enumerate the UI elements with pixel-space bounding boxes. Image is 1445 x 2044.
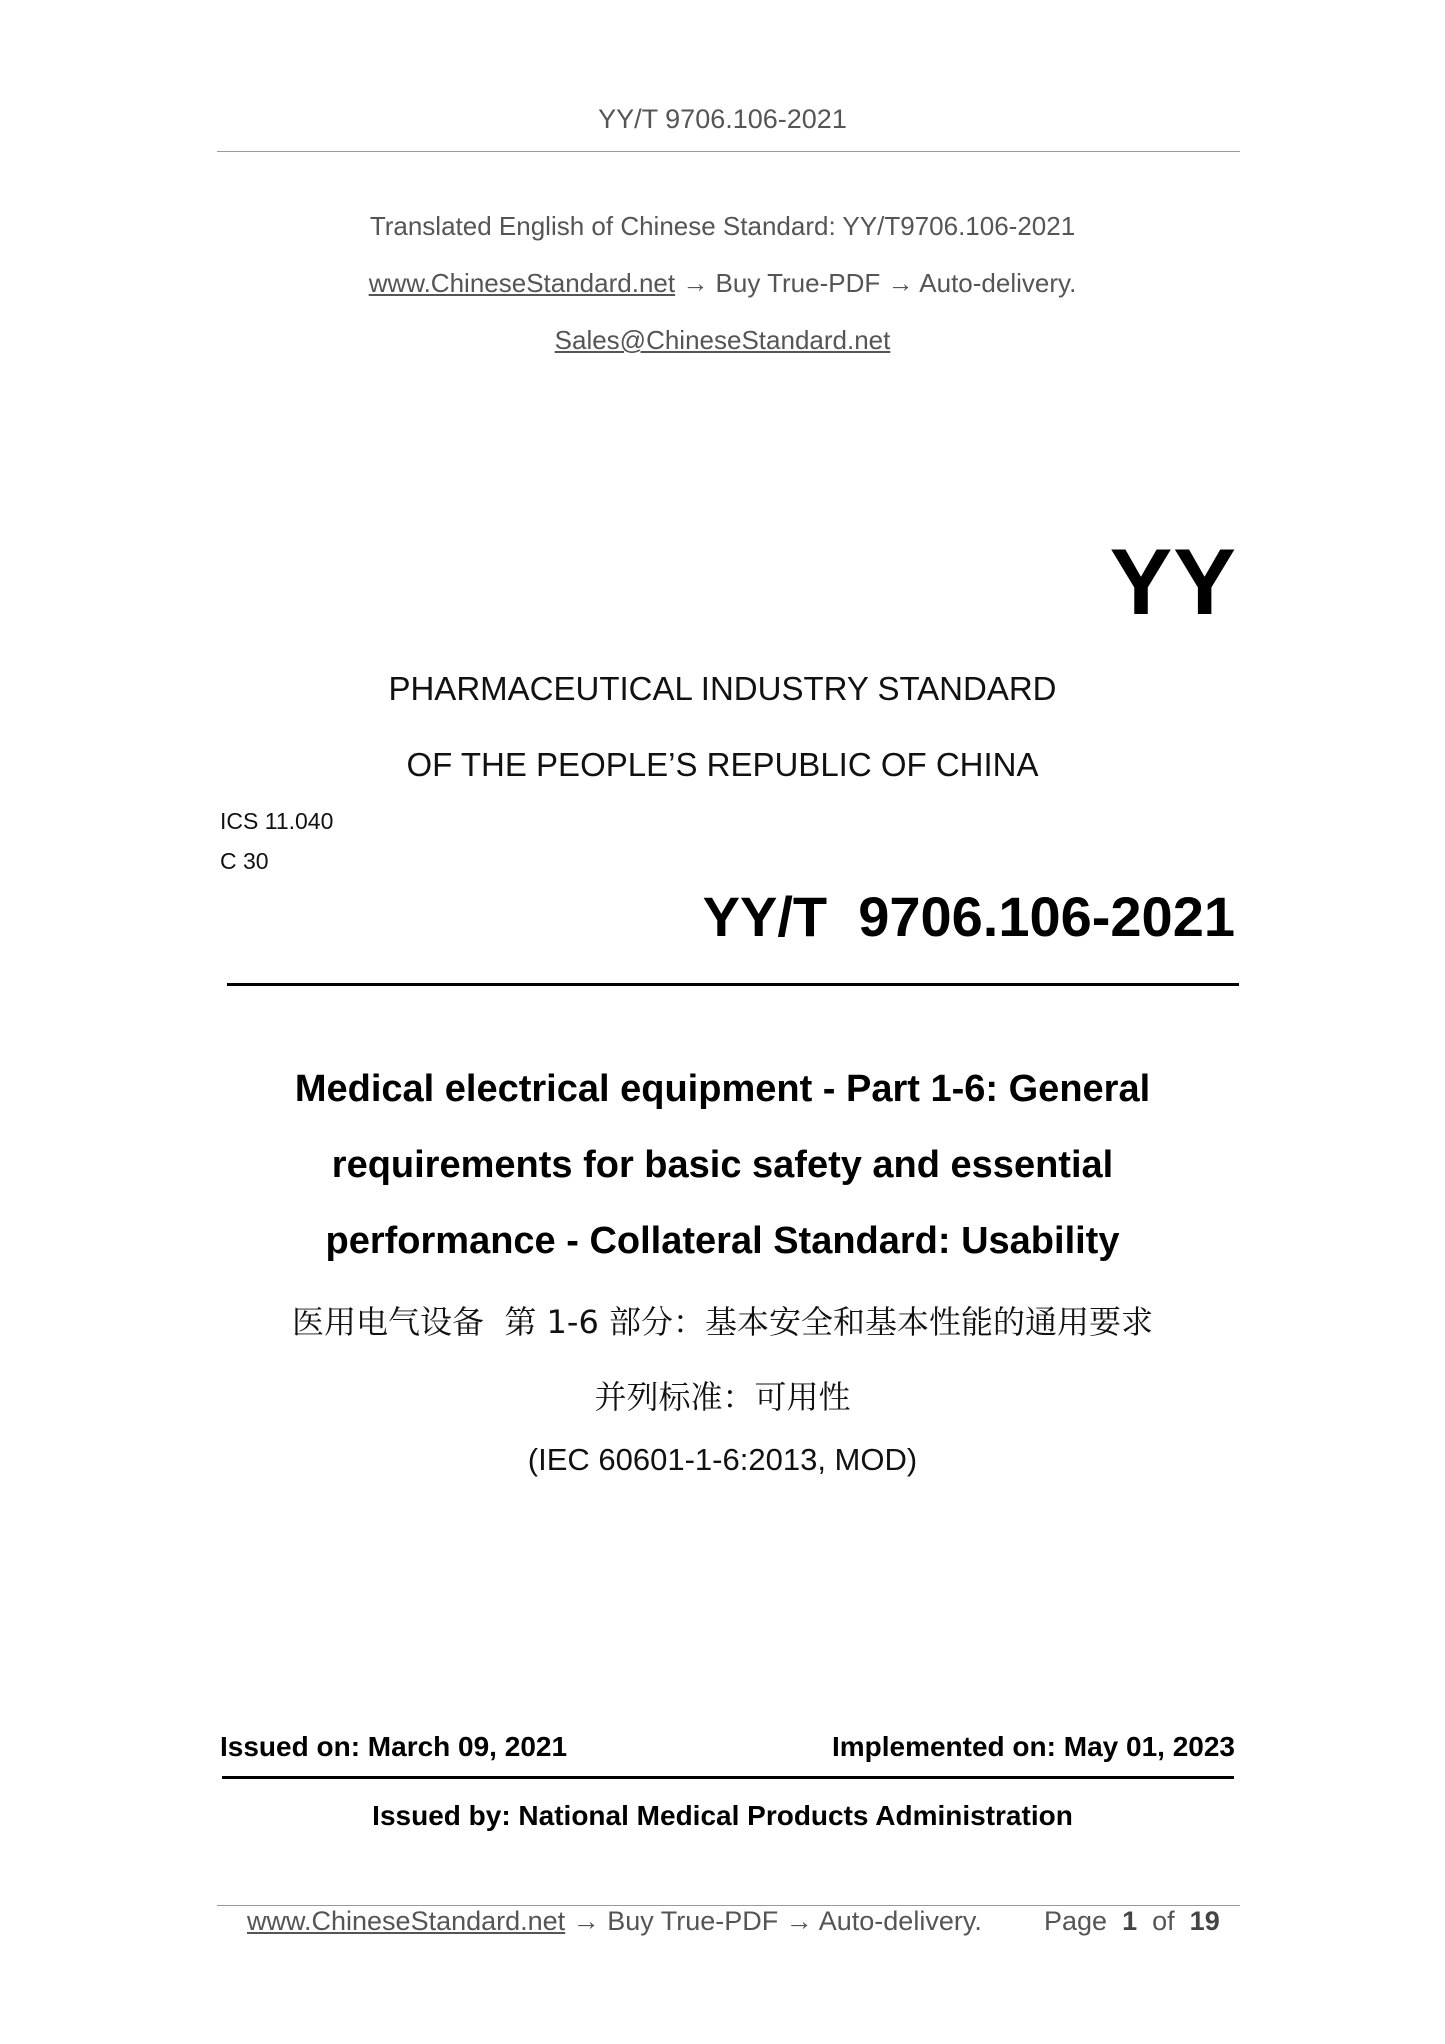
running-header-title: YY/T 9706.106-2021 — [598, 104, 847, 134]
iec-reference: (IEC 60601-1-6:2013, MOD) — [527, 1442, 918, 1477]
page-current: 1 — [1122, 1906, 1138, 1936]
intro-email-line — [0, 325, 1445, 356]
english-title-line1: Medical electrical equipment - Part 1-6: General — [294, 1068, 1151, 1110]
dates-rule — [222, 1776, 1234, 1779]
standard-mark-logo: YY — [1109, 529, 1237, 634]
standard-number: YY/T 9706.106-2021 — [702, 885, 1235, 948]
intro-site-line — [0, 268, 1445, 299]
standard-title-line1: PHARMACEUTICAL INDUSTRY STANDARD — [388, 670, 1057, 707]
page-label: Page — [1044, 1906, 1108, 1936]
chinese-title-line2: 并列标准：可用性 — [594, 1378, 851, 1416]
english-title-line2: requirements for basic safety and essential — [331, 1144, 1114, 1186]
email-link[interactable]: Sales@ChineseStandard.net — [554, 325, 891, 355]
translated-line: Translated English of Chinese Standard: YY/T9706.106-2021 — [369, 211, 1076, 241]
page-of: of — [1152, 1906, 1175, 1936]
standard-title-line2: OF THE PEOPLE’S REPUBLIC OF CHINA — [406, 746, 1039, 783]
ccs-code: C 30 — [220, 848, 269, 874]
issued-by: Issued by: National Medical Products Administration — [372, 1800, 1073, 1831]
issued-on-date: Issued on: March 09, 2021 — [220, 1731, 568, 1762]
header-divider — [217, 151, 1240, 152]
implemented-on-date: Implemented on: May 01, 2023 — [831, 1731, 1235, 1762]
page-indicator — [1044, 1906, 1220, 1937]
footer-site-link[interactable]: www.ChineseStandard.net — [247, 1906, 566, 1936]
chinese-title-line1: 医用电气设备 第 1-6 部分：基本安全和基本性能的通用要求 — [292, 1303, 1153, 1341]
footer-site-line — [247, 1906, 982, 1937]
footer-buy-text: → Buy True-PDF → Auto-delivery. — [572, 1906, 982, 1936]
english-title-line3: performance - Collateral Standard: Usability — [325, 1220, 1120, 1262]
page-total: 19 — [1189, 1906, 1220, 1936]
standard-number-rule — [227, 983, 1239, 986]
site-link[interactable]: www.ChineseStandard.net — [368, 268, 676, 298]
ics-code: ICS 11.040 — [220, 808, 334, 834]
buy-text: → Buy True-PDF → Auto-delivery. — [682, 268, 1077, 298]
